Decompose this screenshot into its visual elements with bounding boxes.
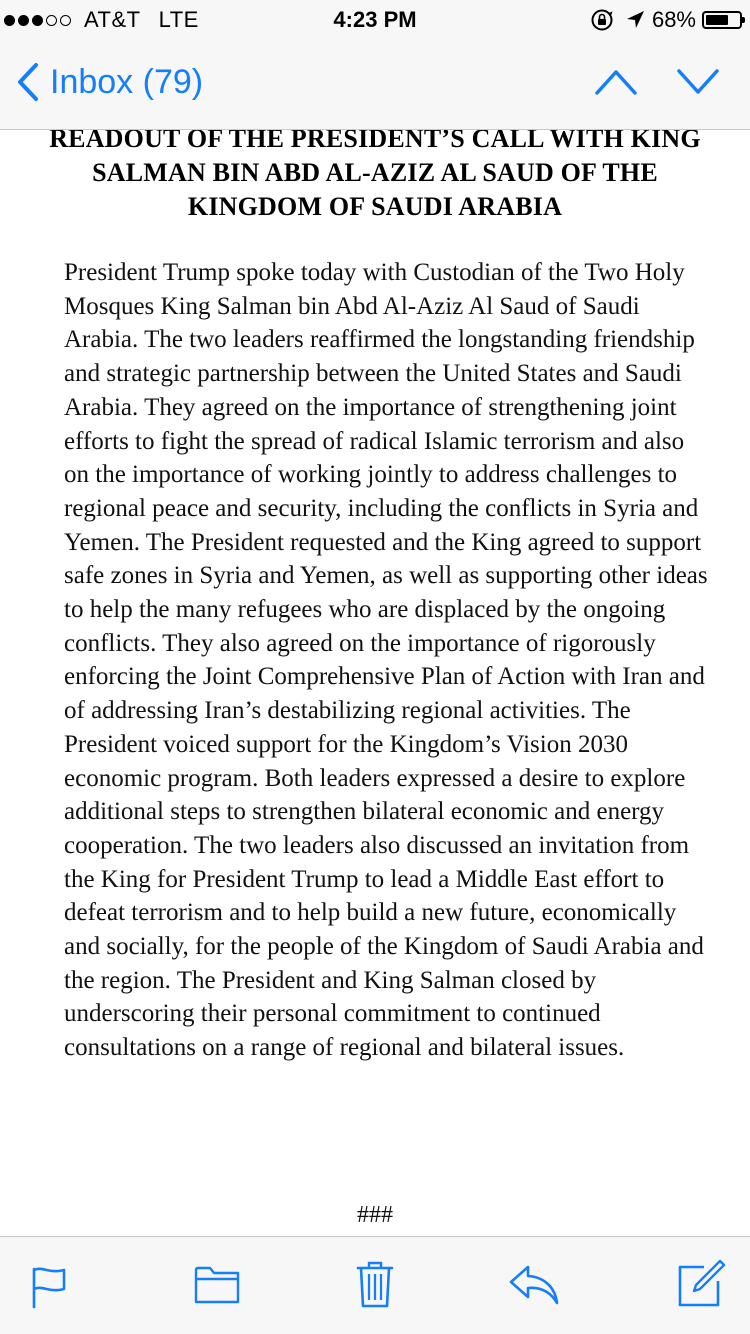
compose-icon[interactable] <box>676 1259 726 1309</box>
carrier-name: AT&T <box>84 7 141 32</box>
message-body: President Trump spoke today with Custodian of the Two Holy Mosques King Salman bin Abd Al-Aziz Al Saud of Saudi Arabia. The two leaders reaffirmed the longstanding friendship and strategic partnership between the United States and Saudi Arabia. They agreed on the importance of strengthening joint efforts to fight the spread of radical Islamic terrorism and also on the importance of working jointly to address challenges to regional peace and security, including the conflicts in Syria and Yemen. The President requested and the King agreed to support safe zones in Syria and Yemen, as well as supporting other ideas to help the many refugees who are displaced by the ongoing conflicts. They also agreed on the importance of rigorously enforcing the Joint Comprehensive Plan of Action with Iran and of addressing Iran’s destabilizing regional activities. The President voiced support for the Kingdom’s Vision 2030 economic program. Both leaders expressed a desire to explore additional steps to strengthen bilateral economic and energy cooperation. The two leaders also discussed an invitation from the King for President Trump to lead a Middle East effort to defeat terrorism and to help build a new future, economically and socially, for the people of the Kingdom of Saudi Arabia and the region. The President and King Salman closed by underscoring their personal commitment to continued consultations on a range of regional and bilateral issues. <box>64 259 708 1062</box>
orientation-lock-icon <box>590 8 614 32</box>
location-arrow-icon <box>624 9 646 31</box>
reply-icon[interactable] <box>508 1263 560 1307</box>
battery-percent: 68% <box>651 7 696 32</box>
chevron-left-icon <box>16 62 40 102</box>
message-content[interactable] <box>0 130 750 1236</box>
back-button-label: Inbox (79) <box>50 62 204 101</box>
status-right <box>590 6 742 34</box>
battery-icon <box>702 11 742 29</box>
trash-icon[interactable] <box>356 1259 394 1309</box>
end-mark: ### <box>357 1202 393 1228</box>
message-title: READOUT OF THE PRESIDENT’S CALL WITH KING SALMAN BIN ABD AL-AZIZ AL SAUD OF THE KINGDOM OF SAUDI ARABIA <box>49 130 701 221</box>
flag-icon[interactable] <box>30 1265 70 1309</box>
previous-message-button[interactable] <box>594 68 638 96</box>
navigation-bar <box>0 40 750 130</box>
status-bar <box>0 0 750 40</box>
back-to-inbox-button[interactable] <box>16 62 203 102</box>
folder-icon[interactable] <box>194 1265 240 1305</box>
next-message-button[interactable] <box>676 68 720 96</box>
status-time: 4:23 PM <box>333 7 417 32</box>
bottom-toolbar <box>0 1236 750 1334</box>
network-type: LTE <box>158 7 199 32</box>
battery-level <box>706 15 728 25</box>
message-navigation <box>556 68 720 96</box>
